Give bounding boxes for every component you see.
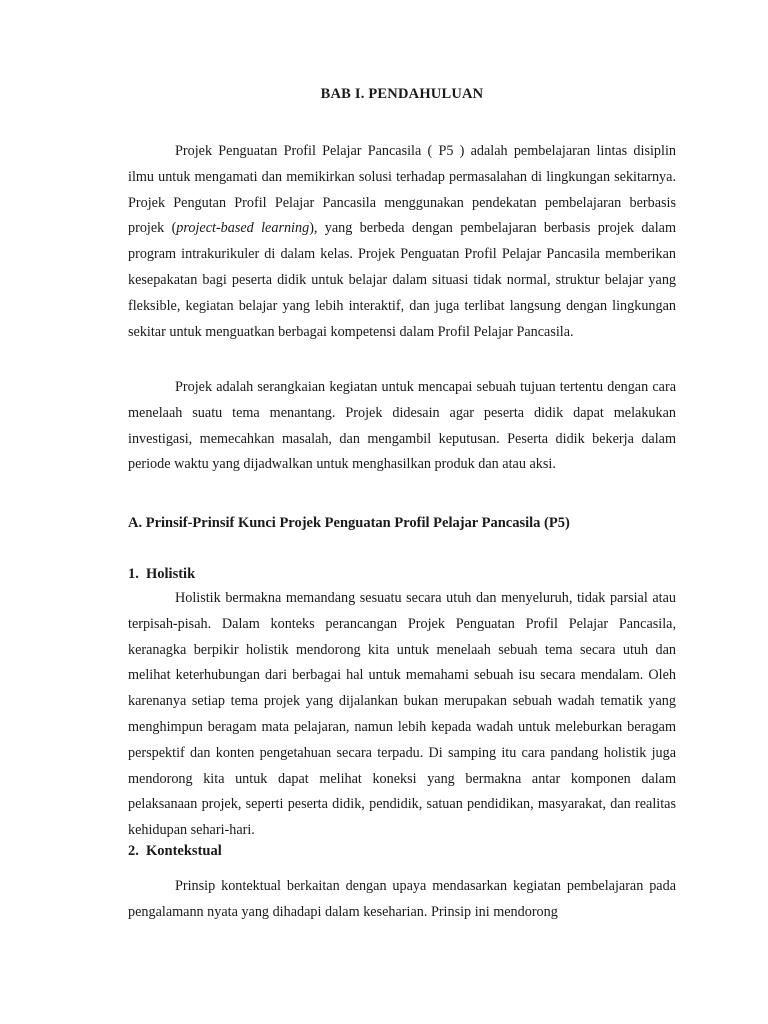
- item-2-heading: [128, 843, 676, 860]
- intro-paragraph-2: [128, 375, 676, 478]
- item-1-title: Holistik: [146, 566, 196, 582]
- intro-paragraph-1-text-b: ), yang berbeda dengan pembelajaran berbasis projek dalam program intrakurikuler di dalam kelas. Projek Penguatan Profil Pelajar Pancasila memberikan kesepakatan bagi peserta didik untuk belajar dalam situasi tidak normal, struktur belajar yang fleksible, kegiatan belajar yang lebih interaktif, dan juga terlibat langsung dengan lingkungan sekitar untuk menguatkan berbagai kompetensi dalam Profil Pelajar Pancasila.: [128, 220, 676, 340]
- intro-paragraph-1-text-a: Projek Penguatan Profil Pelajar Pancasila ( P5 ) adalah pembelajaran lintas disiplin ilmu untuk mengamati dan memikirkan solusi terhadap permasalahan di lingkungan sekitarnya. Projek Pengutan Profil Pelajar Pancasila menggunakan pendekatan pembelajaran berbasis projek (: [128, 143, 676, 237]
- item-1-paragraph: [128, 586, 676, 844]
- item-1-number: 1.: [128, 566, 139, 582]
- item-1-text: Holistik bermakna memandang sesuatu secara utuh dan menyeluruh, tidak parsial atau terpisah-pisah. Dalam konteks perancangan Projek Penguatan Profil Pelajar Pancasila, keranagka berpikir holistik mendorong kita untuk menelaah sebuah tema secara utuh dan melihat keterhubungan dari berbagai hal untuk memahami sebuah isu secara mendalam. Oleh karenanya setiap tema projek yang dijalankan bukan merupakan sebuah wadah tematik yang menghimpun beragam mata pelajaran, namun lebih kepada wadah untuk meleburkan beragam perspektif dan konten pengetahuan secara terpadu. Di samping itu cara pandang holistik juga mendorong kita untuk dapat melihat koneksi yang bermakna antar komponen dalam pelaksanaan projek, seperti peserta didik, pendidik, satuan pendidikan, masyarakat, dan realitas kehidupan sehari-hari.: [128, 590, 676, 839]
- section-a-heading: A. Prinsif-Prinsif Kunci Projek Penguatan Profil Pelajar Pancasila (P5): [128, 515, 570, 531]
- item-1-heading: [128, 566, 676, 583]
- item-2-number: 2.: [128, 843, 139, 859]
- chapter-title: BAB I. PENDAHULUAN: [320, 86, 484, 102]
- item-2-title: Kontekstual: [146, 843, 222, 859]
- intro-paragraph-2-text: Projek adalah serangkaian kegiatan untuk mencapai sebuah tujuan tertentu dengan cara menelaah suatu tema menantang. Projek didesain agar peserta didik dapat melakukan investigasi, memecahkan masalah, dan mengambil keputusan. Peserta didik bekerja dalam periode waktu yang dijadwalkan untuk menghasilkan produk dan atau aksi.: [128, 379, 676, 473]
- item-2-text: Prinsip kontektual berkaitan dengan upaya mendasarkan kegiatan pembelajaran pada pengalamann nyata yang dihadapi dalam keseharian. Prinsip ini mendorong: [128, 878, 676, 920]
- intro-paragraph-1: [128, 139, 676, 345]
- intro-paragraph-1-emphasis: project-based learning: [176, 220, 310, 237]
- item-2-paragraph: [128, 874, 676, 926]
